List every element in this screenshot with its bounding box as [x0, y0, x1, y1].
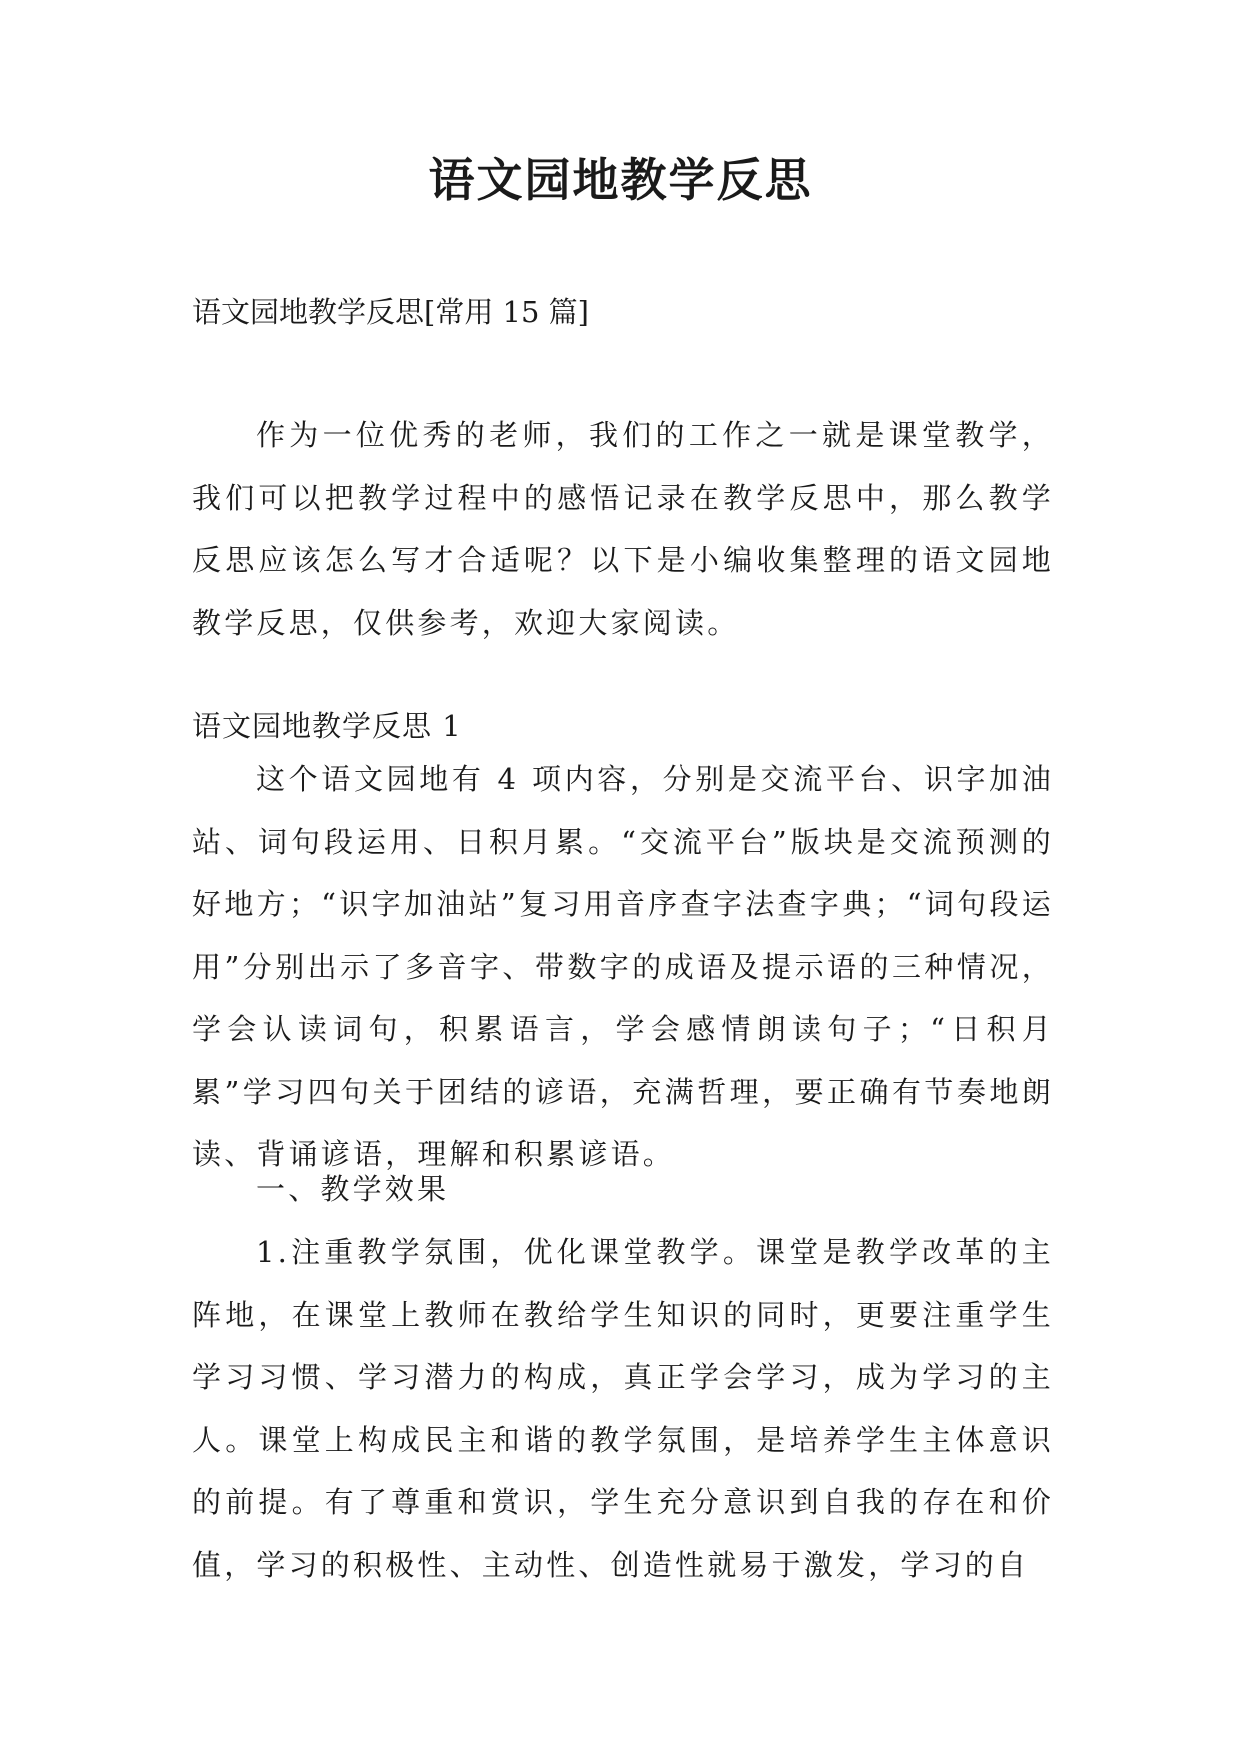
intro-paragraph: 作为一位优秀的老师，我们的工作之一就是课堂教学，我们可以把教学过程中的感悟记录在教学反思中，那么教学反思应该怎么写才合适呢？以下是小编收集整理的语文园地教学反思，仅供参考，欢迎大家阅读。 — [192, 418, 1054, 640]
section-paragraph: 这个语文园地有 4 项内容，分别是交流平台、识字加油站、词句段运用、日积月累。“交流平台”版块是交流预测的好地方；“识字加油站”复习用音序查字法查字典；“词句段运用”分别出示了多音字、带数字的成语及提示语的三种情况，学会认读词句，积累语言，学会感情朗读句子；“日积月累”学习四句关于团结的谚语，充满哲理，要正确有节奏地朗读、背诵谚语，理解和积累谚语。 — [192, 762, 1054, 1171]
section-heading: 语文园地教学反思 1 — [192, 709, 462, 743]
point-1-paragraph: 1.注重教学氛围，优化课堂教学。课堂是教学改革的主阵地，在课堂上教师在教给学生知识的同时，更要注重学生学习习惯、学习潜力的构成，真正学会学习，成为学习的主人。课堂上构成民主和谐的教学氛围，是培养学生主体意识的前提。有了尊重和赏识，学生充分意识到自我的存在和价值，学习的积极性、主动性、创造性就易于激发，学习的自 — [192, 1235, 1054, 1582]
document-title: 语文园地教学反思 — [428, 153, 813, 207]
subheading-teaching-effect: 一、教学效果 — [256, 1172, 450, 1206]
document-subtitle: 语文园地教学反思[常用 15 篇] — [192, 295, 589, 329]
